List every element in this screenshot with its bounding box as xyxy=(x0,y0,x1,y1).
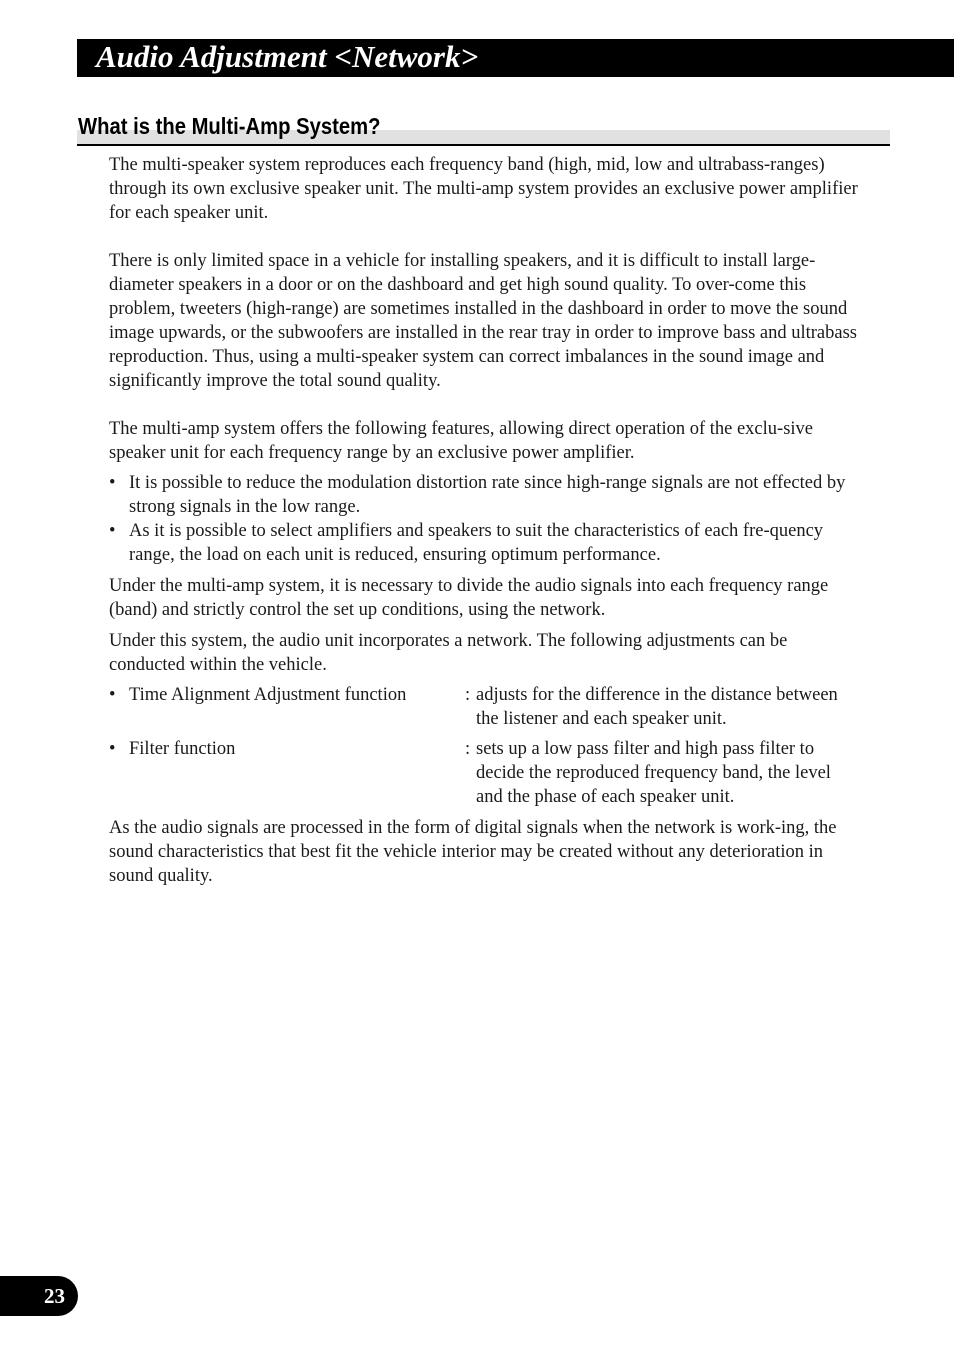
paragraph-digital-processing: As the audio signals are processed in the form of digital signals when the network is work-ing, the sound characteristics that best fit the vehicle interior may be created without any deterioration in sound quality. xyxy=(109,818,837,886)
page-number-tab xyxy=(0,1276,78,1316)
paragraph-network-control: Under the multi-amp system, it is necessary to divide the audio signals into each frequency range (band) and strictly control the set up conditions, using the network. xyxy=(109,576,829,620)
function-name: Time Alignment Adjustment function xyxy=(129,685,407,705)
list-item-text: It is possible to reduce the modulation distortion rate since high-range signals are not effected by strong signals in the low range. xyxy=(129,473,846,517)
bullet-icon: • xyxy=(109,521,116,541)
function-row-time-alignment xyxy=(109,683,861,731)
function-description xyxy=(465,683,861,731)
list-item xyxy=(109,519,861,567)
list-item xyxy=(109,471,861,519)
colon-separator: : xyxy=(465,739,471,759)
paragraph-features: The multi-amp system offers the following features, allowing direct operation of the exclu-sive speaker unit for each frequency range by an exclusive power amplifier. xyxy=(109,419,813,463)
section-title: What is the Multi-Amp System? xyxy=(78,113,381,139)
function-description-text: sets up a low pass filter and high pass filter to decide the reproduced frequency band, the level and the phase of each speaker unit. xyxy=(476,739,831,807)
colon-separator: : xyxy=(465,685,471,705)
paragraph-intro: The multi-speaker system reproduces each frequency band (high, mid, low and ultrabass-ranges) through its own exclusive speaker unit. The multi-amp system provides an exclusive power amplifier for each speaker unit. xyxy=(109,155,858,223)
function-description-text: adjusts for the difference in the distance between the listener and each speaker unit. xyxy=(476,685,838,729)
section-heading-rule xyxy=(77,144,890,146)
bullet-icon: • xyxy=(109,473,116,493)
paragraph-adjustments: Under this system, the audio unit incorporates a network. The following adjustments can be conducted within the vehicle. xyxy=(109,631,788,675)
page-title: Audio Adjustment <Network> xyxy=(96,39,479,74)
paragraph-space-limits: There is only limited space in a vehicle for installing speakers, and it is difficult to install large-diameter speakers in a door or on the dashboard and get high sound quality. To over-come this problem, tweeters (high-range) are sometimes installed in the dashboard in order to move the sound image upwards, or the subwoofers are installed in the rear tray in order to improve bass and ultrabass reproduction. Thus, using a multi-speaker system can correct imbalances in the sound image and significantly improve the total sound quality. xyxy=(109,251,857,391)
function-row-filter xyxy=(109,737,861,809)
header-bar xyxy=(77,39,954,77)
body-content xyxy=(109,153,861,888)
feature-list xyxy=(109,471,861,567)
list-item-text: As it is possible to select amplifiers and speakers to suit the characteristics of each fre-quency range, the load on each unit is reduced, ensuring optimum performance. xyxy=(129,521,824,565)
page-number: 23 xyxy=(44,1284,65,1308)
bullet-icon: • xyxy=(109,739,116,759)
function-name: Filter function xyxy=(129,739,236,759)
bullet-icon: • xyxy=(109,685,116,705)
function-description xyxy=(465,737,861,809)
